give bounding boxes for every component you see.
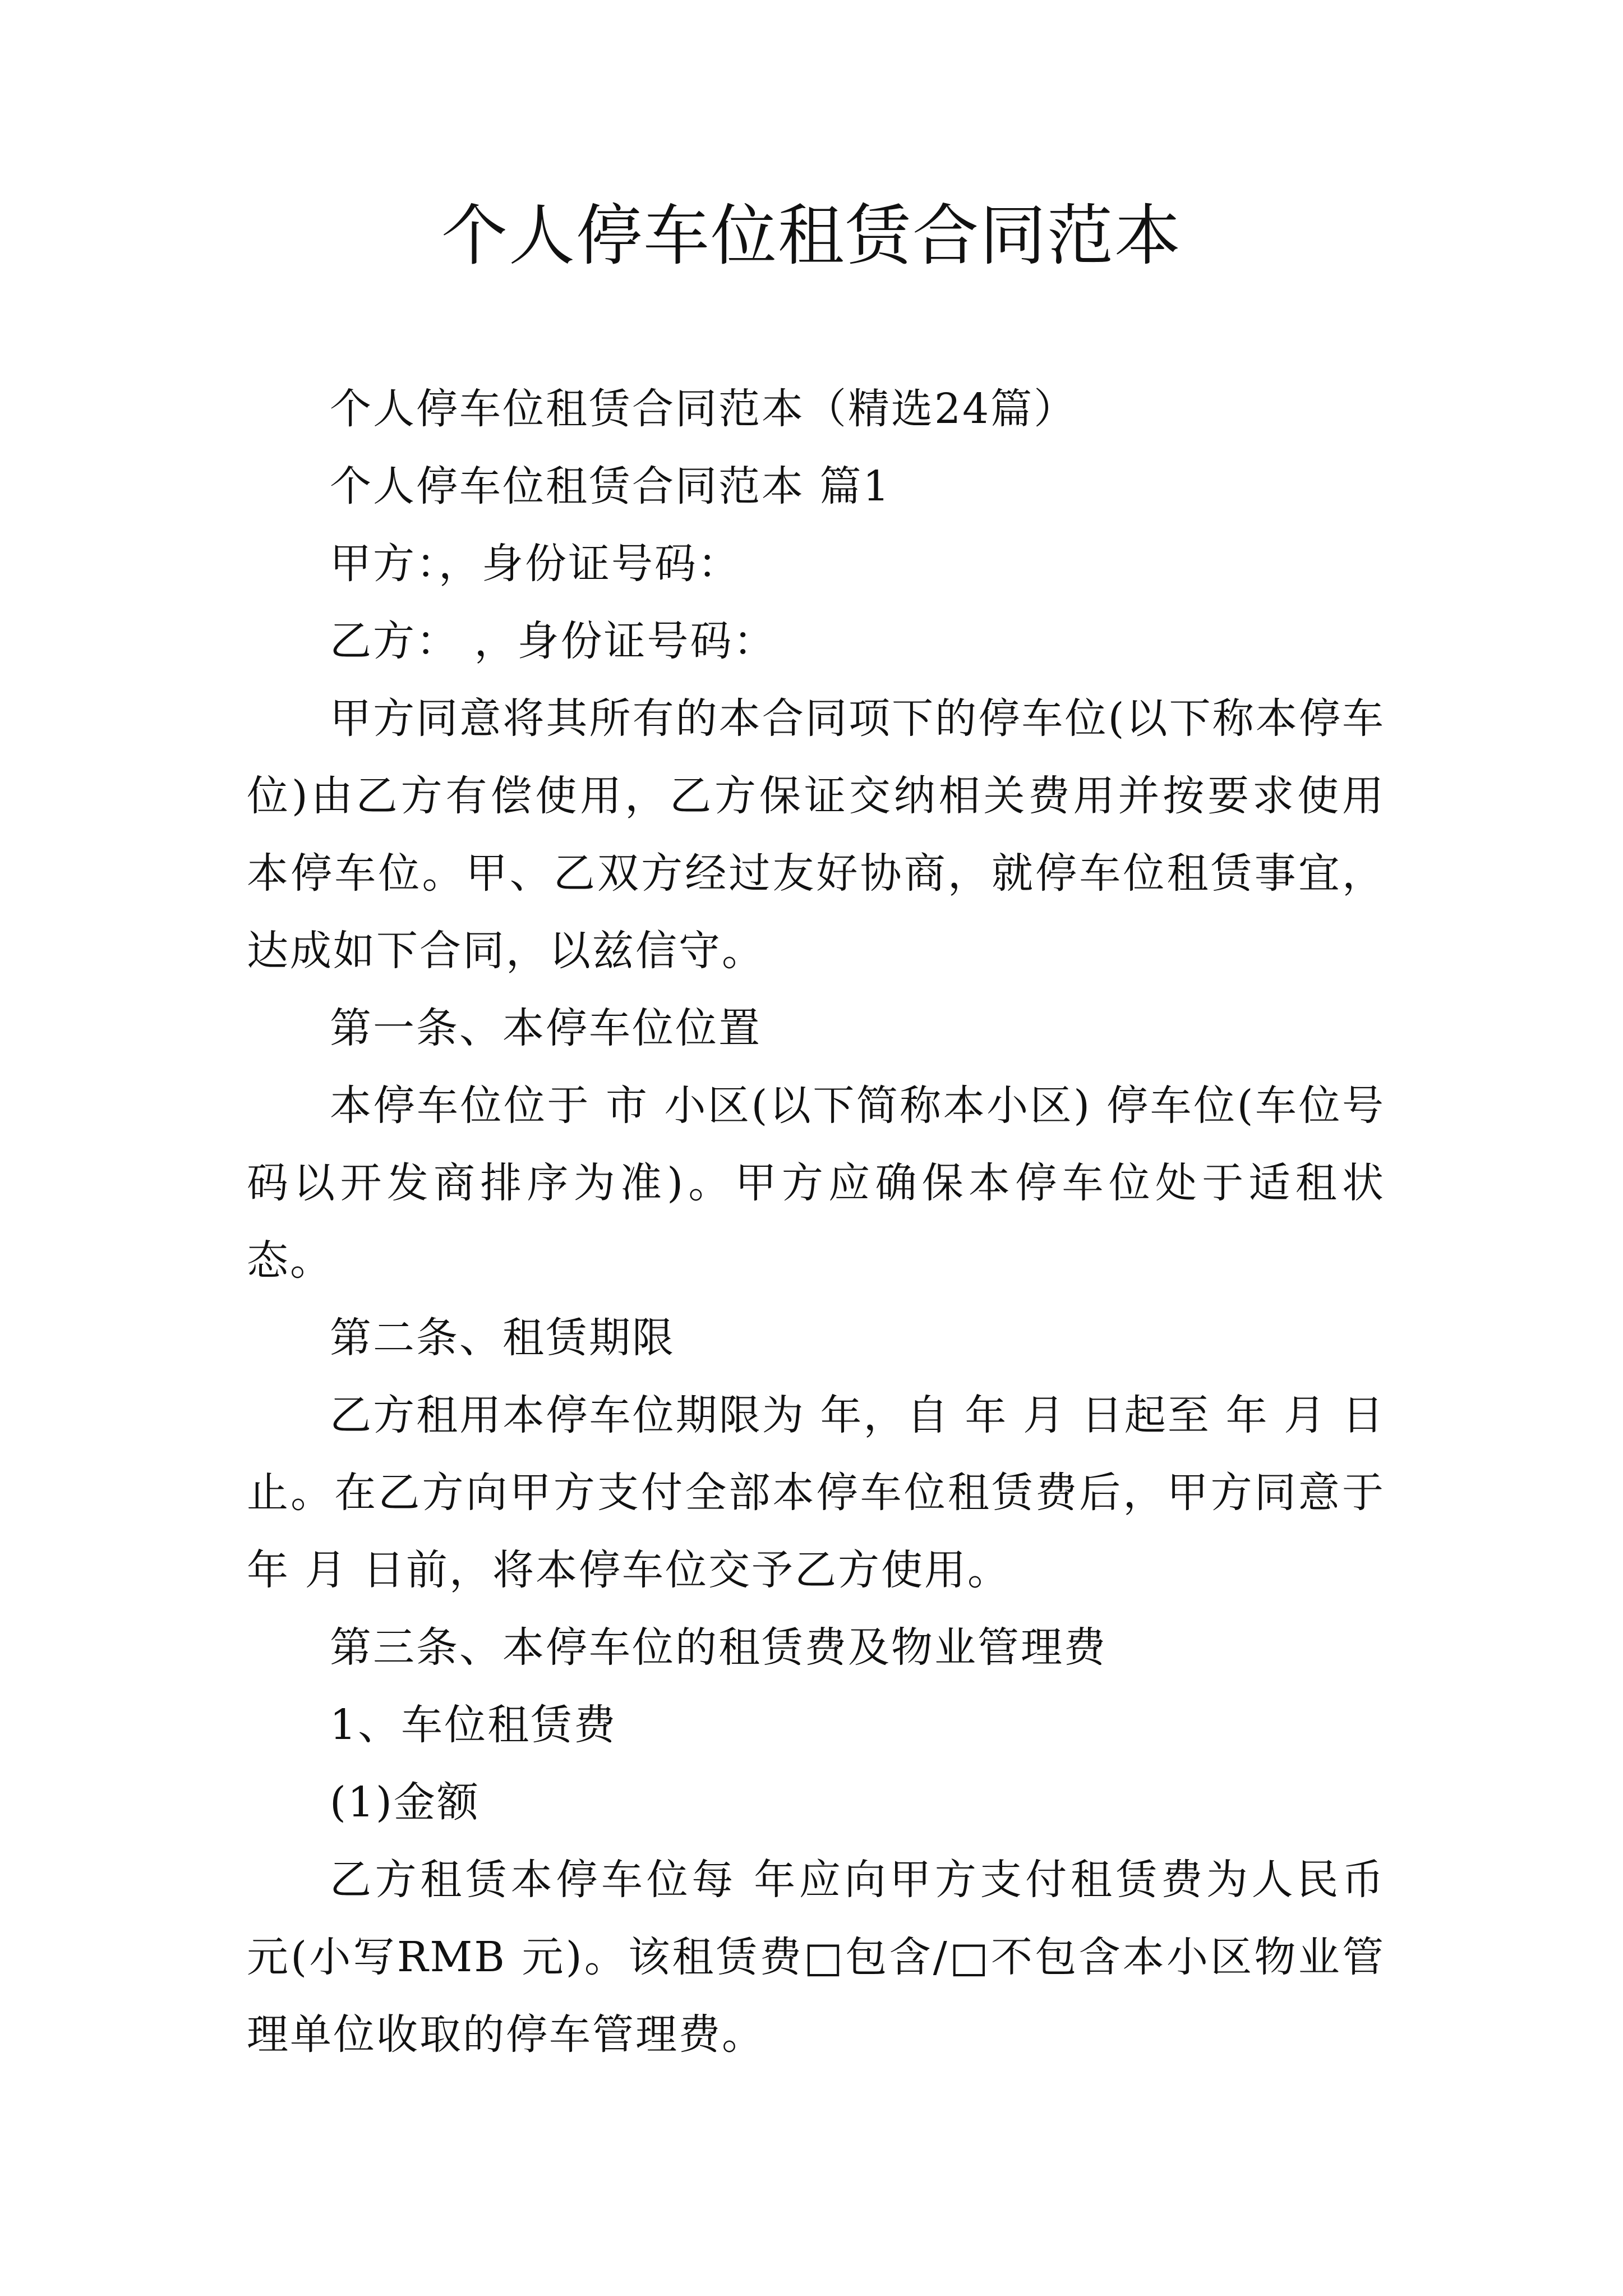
subtitle-line: 个人停车位租赁合同范本（精选24篇） <box>330 385 1077 433</box>
article-1-paragraph: 本停车位位于 市 小区(以下简称本小区) 停车位(车位号码以开发商排序为准)。甲方应确保本停车位处于适租状态。 <box>247 1082 1385 1285</box>
intro-paragraph: 甲方同意将其所有的本合同项下的停车位(以下称本停车位)由乙方有偿使用，乙方保证交纳相关费用并按要求使用本停车位。甲、乙双方经过友好协商，就停车位租赁事宜，达成如下合同，以兹信守。 <box>247 694 1385 975</box>
section-heading: 个人停车位租赁合同范本 篇1 <box>330 462 891 510</box>
article-2-heading: 第二条、租赁期限 <box>330 1314 675 1362</box>
article-3-heading: 第三条、本停车位的租赁费及物业管理费 <box>330 1623 1107 1672</box>
document-body <box>247 370 1385 2073</box>
article-2-paragraph: 乙方租用本停车位期限为 年，自 年 月 日起至 年 月 日止。在乙方向甲方支付全部本停车位租赁费后，甲方同意于 年 月 日前，将本停车位交予乙方使用。 <box>247 1391 1385 1594</box>
article-3-paragraph: 乙方租赁本停车位每 年应向甲方支付租赁费为人民币 元(小写RMB 元)。该租赁费□包含/□不包含本小区物业管理单位收取的停车管理费。 <box>247 1856 1385 2059</box>
article-1-heading: 第一条、本停车位位置 <box>330 1004 762 1052</box>
party-a-line: 甲方：，身份证号码： <box>330 540 741 588</box>
party-b-line: 乙方： ，身份证号码： <box>330 617 777 665</box>
document-title: 个人停车位租赁合同范本 <box>441 197 1182 274</box>
article-3-subitem-1: (1)金额 <box>330 1778 480 1826</box>
article-3-item-1: 1、车位租赁费 <box>330 1701 617 1749</box>
